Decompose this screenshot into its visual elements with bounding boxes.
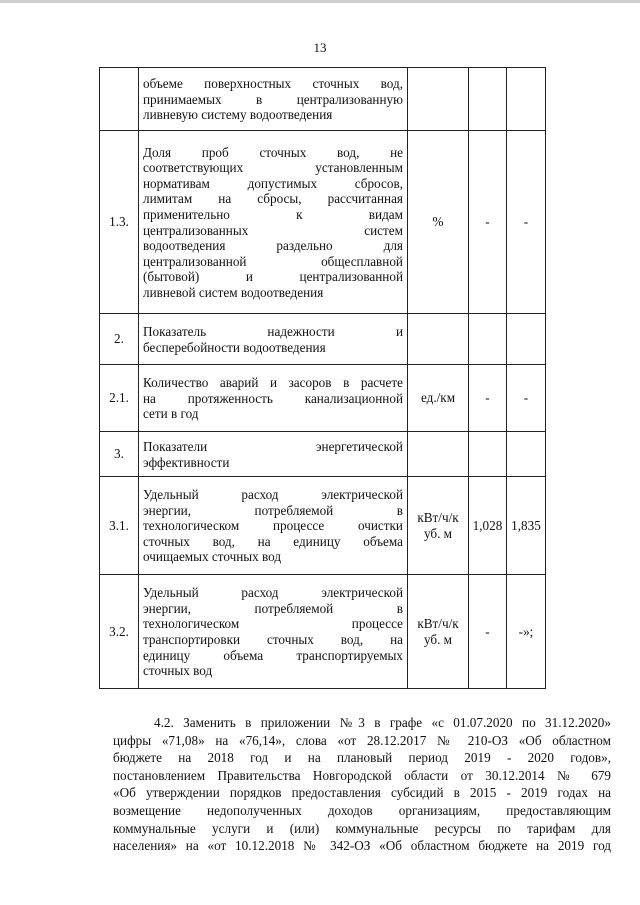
description-line: ливневую систему водоотведения bbox=[143, 107, 333, 123]
paragraph-line: бюджете на 2018 год и на плановый период 2019 - 2020 годов», bbox=[113, 750, 611, 766]
row-number: 3.1. bbox=[100, 477, 139, 575]
unit-of-measure: % bbox=[408, 131, 469, 314]
row-number: 3.2. bbox=[100, 575, 139, 689]
indicator-description bbox=[139, 68, 408, 131]
description-line: принимаемых в централизованную bbox=[143, 91, 403, 107]
paragraph-line: возмещение недополученных доходов организациям, предоставляющим bbox=[113, 802, 611, 818]
description-line: (бытовой) и централизованной bbox=[143, 269, 403, 285]
description-line: Удельный расход электрической bbox=[143, 487, 403, 503]
description-line: технологическом процессе bbox=[143, 616, 403, 632]
row-number: 2.1. bbox=[100, 365, 139, 432]
value-2019: - bbox=[469, 575, 507, 689]
description-line: нормативам допустимых сбросов, bbox=[143, 175, 403, 191]
description-line: энергии, потребляемой в bbox=[143, 600, 403, 616]
table-row bbox=[100, 575, 546, 689]
description-line: сточных вод bbox=[143, 663, 213, 679]
description-line: технологическом процессе очистки bbox=[143, 518, 403, 534]
table-row bbox=[100, 477, 546, 575]
value-2019: 1,028 bbox=[469, 477, 507, 575]
description-line: Показатель надежности и bbox=[143, 323, 403, 339]
description-line: ливневой систем водоотведения bbox=[143, 284, 324, 300]
row-number: 3. bbox=[100, 432, 139, 477]
paragraph-line: коммунальные услуги и (или) коммунальные ресурсы по тарифам для bbox=[113, 820, 611, 836]
indicators-table bbox=[99, 67, 546, 689]
description-line: единицу объема транспортируемых bbox=[143, 647, 403, 663]
value-2020: - bbox=[507, 131, 546, 314]
row-number: 1.3. bbox=[100, 131, 139, 314]
paragraph-line: цифры «71,08» на «76,14», слова «от 28.12.2017 № 210-ОЗ «Об областном bbox=[113, 732, 611, 748]
value-2019 bbox=[469, 314, 507, 365]
value-2020 bbox=[507, 68, 546, 131]
unit-of-measure bbox=[408, 314, 469, 365]
indicator-description bbox=[139, 575, 408, 689]
description-line: бесперебойности водоотведения bbox=[143, 339, 326, 355]
indicator-description bbox=[139, 477, 408, 575]
row-number: 2. bbox=[100, 314, 139, 365]
table-row bbox=[100, 432, 546, 477]
description-line: применительно к видам bbox=[143, 206, 403, 222]
indicator-description bbox=[139, 365, 408, 432]
table-row bbox=[100, 314, 546, 365]
unit-of-measure: кВт/ч/к уб. м bbox=[408, 575, 469, 689]
value-2020 bbox=[507, 314, 546, 365]
value-2019 bbox=[469, 432, 507, 477]
description-line: Количество аварий и засоров в расчете bbox=[143, 375, 403, 391]
paragraph-line: 4.2. Заменить в приложении №3 в графе «с 01.07.2020 по 31.12.2020» bbox=[154, 715, 611, 730]
description-line: Доля проб сточных вод, не bbox=[143, 144, 403, 160]
value-2020 bbox=[507, 432, 546, 477]
unit-of-measure bbox=[408, 68, 469, 131]
table-row bbox=[100, 365, 546, 432]
description-line: водоотведения раздельно для bbox=[143, 238, 403, 254]
scan-top-edge bbox=[0, 0, 640, 3]
table-row bbox=[100, 131, 546, 314]
value-2019: - bbox=[469, 131, 507, 314]
value-2020: - bbox=[507, 365, 546, 432]
unit-of-measure: кВт/ч/к уб. м bbox=[408, 477, 469, 575]
value-2020: -»; bbox=[507, 575, 546, 689]
description-line: эффективности bbox=[143, 454, 230, 470]
row-number bbox=[100, 68, 139, 131]
description-line: сети в год bbox=[143, 406, 199, 422]
amendment-paragraph bbox=[113, 714, 611, 855]
description-line: лимитам на сбросы, рассчитанная bbox=[143, 191, 403, 207]
paragraph-line: населения» на «от 10.12.2018 № 342-ОЗ «Об областном бюджете на 2019 год bbox=[113, 838, 611, 854]
unit-of-measure bbox=[408, 432, 469, 477]
description-line: объеме поверхностных сточных вод, bbox=[143, 76, 403, 92]
description-line: сточных вод, на единицу объема bbox=[143, 533, 403, 549]
indicator-description bbox=[139, 131, 408, 314]
paragraph-line: «Об утверждении порядков предоставления субсидий в 2015 - 2019 годах на bbox=[113, 785, 611, 801]
indicator-description bbox=[139, 432, 408, 477]
description-line: энергии, потребляемой в bbox=[143, 502, 403, 518]
value-2020: 1,835 bbox=[507, 477, 546, 575]
value-2019 bbox=[469, 68, 507, 131]
description-line: на протяженность канализационной bbox=[143, 390, 403, 406]
value-2019: - bbox=[469, 365, 507, 432]
table-row bbox=[100, 68, 546, 131]
page-number: 13 bbox=[313, 40, 327, 55]
description-line: централизованных систем bbox=[143, 222, 403, 238]
description-line: транспортировки сточных вод, на bbox=[143, 632, 403, 647]
unit-of-measure: ед./км bbox=[408, 365, 469, 432]
description-line: Показатели энергетической bbox=[143, 438, 403, 454]
description-line: очищаемых сточных вод bbox=[143, 549, 282, 565]
description-line: соответствующих установленным bbox=[143, 160, 403, 176]
description-line: централизованной общесплавной bbox=[143, 253, 403, 269]
indicator-description bbox=[139, 314, 408, 365]
description-line: Удельный расход электрической bbox=[143, 585, 403, 601]
paragraph-line: постановлением Правительства Новгородской области от 30.12.2014 № 679 bbox=[113, 767, 611, 783]
